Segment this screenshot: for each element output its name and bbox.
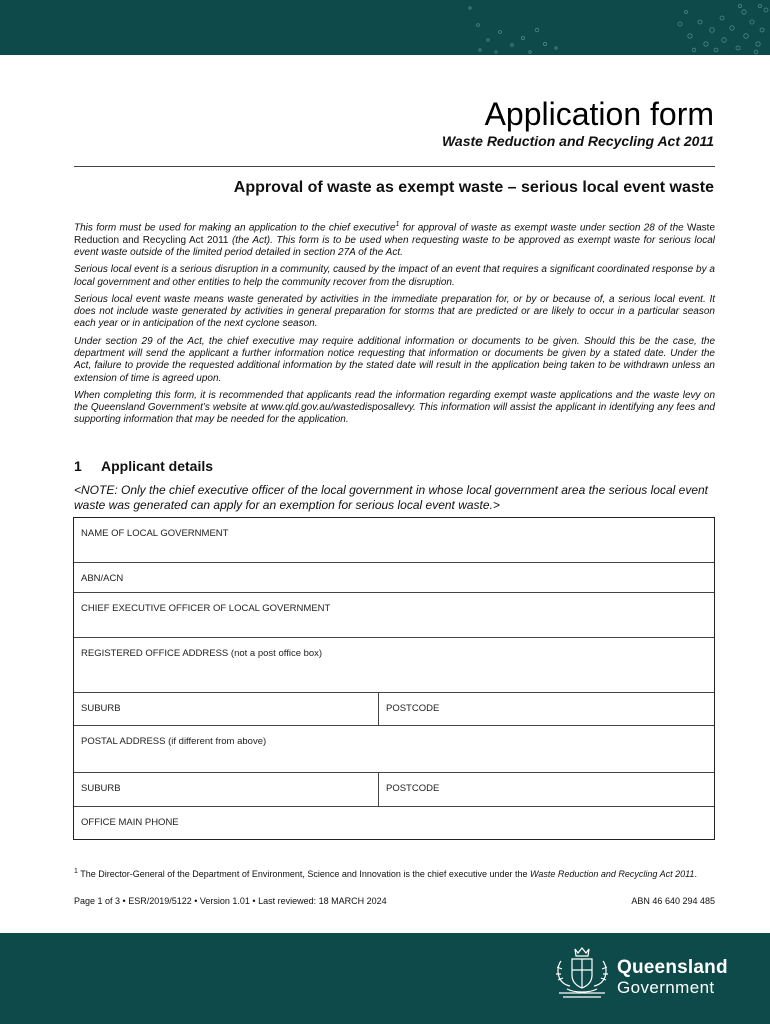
- postcode-field-1[interactable]: POSTCODE: [386, 703, 440, 714]
- registered-address-label: REGISTERED OFFICE ADDRESS (not a post office box): [81, 648, 323, 659]
- applicant-details-form: [73, 517, 715, 840]
- abn-field[interactable]: [74, 563, 714, 593]
- suburb-postcode-row-1: [74, 693, 714, 726]
- ceo-field[interactable]: [74, 593, 714, 638]
- footnote: $^1$ The Director-General of the Department of Environment, Science and Innovation is the chief executive under the Waste Reduction and Recycling Act 2011.: [74, 868, 697, 879]
- ceo-label: CHIEF EXECUTIVE OFFICER OF LOCAL GOVERNMENT: [81, 603, 331, 614]
- registered-address-field[interactable]: [74, 638, 714, 693]
- divider: [74, 166, 715, 167]
- intro-paragraph-3: Serious local event waste means waste generated by activities in the immediate preparation for, or by or because of, a serious local event. It does not include waste generated by activities in general preparation for storms that are predicted or are likely to occur in a particular season each year or in anticipation of the next cyclone season.: [74, 293, 715, 330]
- page-footer-abn: ABN 46 640 294 485: [631, 896, 715, 906]
- suburb-postcode-row-2: [74, 773, 714, 807]
- local-government-label: NAME OF LOCAL GOVERNMENT: [81, 528, 229, 539]
- postcode-field-2[interactable]: POSTCODE: [386, 783, 440, 794]
- suburb-field-1[interactable]: SUBURB: [74, 693, 379, 725]
- intro-paragraph-1: This form must be used for making an application to the chief executive$^1$ for approval of waste as exempt waste under section 28 of the Waste Reduction and Recycling Act 2011 (the Act). This form is to be used when requesting waste to be approved as exempt waste for serious local event waste outside of the limited period detailed in section 27A of the Act.: [74, 221, 715, 258]
- intro-paragraph-2: Serious local event is a serious disruption in a community, caused by the impact of an event that requires a significant coordinated response by a local government and other entities to help the community recover from the disruption.: [74, 264, 715, 288]
- postal-address-label: POSTAL ADDRESS (if different from above): [81, 736, 267, 747]
- section-title: Applicant details: [101, 458, 214, 474]
- queensland-coat-of-arms-icon: [553, 945, 611, 1001]
- page-subtitle: Waste Reduction and Recycling Act 2011: [441, 133, 714, 149]
- section-note: <NOTE: Only the chief executive officer of the local government in whose local government area the serious local event waste was generated can apply for an exemption for serious local event waste.>: [74, 483, 708, 512]
- footnote-marker: 1: [395, 221, 400, 228]
- page-title: Application form: [484, 96, 714, 132]
- local-government-field[interactable]: [74, 518, 714, 563]
- intro-text: [74, 219, 715, 432]
- postal-address-field[interactable]: [74, 726, 714, 773]
- intro-paragraph-4: Under section 29 of the Act, the chief executive may require additional information or documents to be given. Should this be the case, the department will send the applicant a further information notice requesting that information or documents be given by a stated date. Under the Act, failure to provide the requested additional information by the stated date will result in the application being taken to be withdrawn unless an extension of time is agreed upon.: [74, 335, 715, 384]
- queensland-government-logo: [553, 945, 733, 1001]
- section-number: 1: [74, 458, 82, 474]
- header-banner: [0, 0, 770, 55]
- logo-text-government: Government: [617, 978, 715, 997]
- abn-label: ABN/ACN: [81, 573, 124, 584]
- suburb-field-2[interactable]: SUBURB: [74, 773, 379, 806]
- logo-text-queensland: Queensland: [617, 957, 728, 978]
- page-footer-info: Page 1 of 3 • ESR/2019/5122 • Version 1.01 • Last reviewed: 18 MARCH 2024: [74, 896, 387, 906]
- intro-paragraph-5: When completing this form, it is recommended that applicants read the information regarding exempt waste applications and the waste levy on the Queensland Government’s website at www.qld.gov.au/wastedisposallevy. This information will assist the applicant in identifying any fees and supporting information that may be needed for the application.: [74, 389, 715, 426]
- decorative-dots-pattern: [0, 0, 770, 55]
- form-heading: Approval of waste as exempt waste – serious local event waste: [233, 179, 714, 196]
- phone-field[interactable]: [74, 807, 714, 839]
- phone-label: OFFICE MAIN PHONE: [81, 817, 179, 828]
